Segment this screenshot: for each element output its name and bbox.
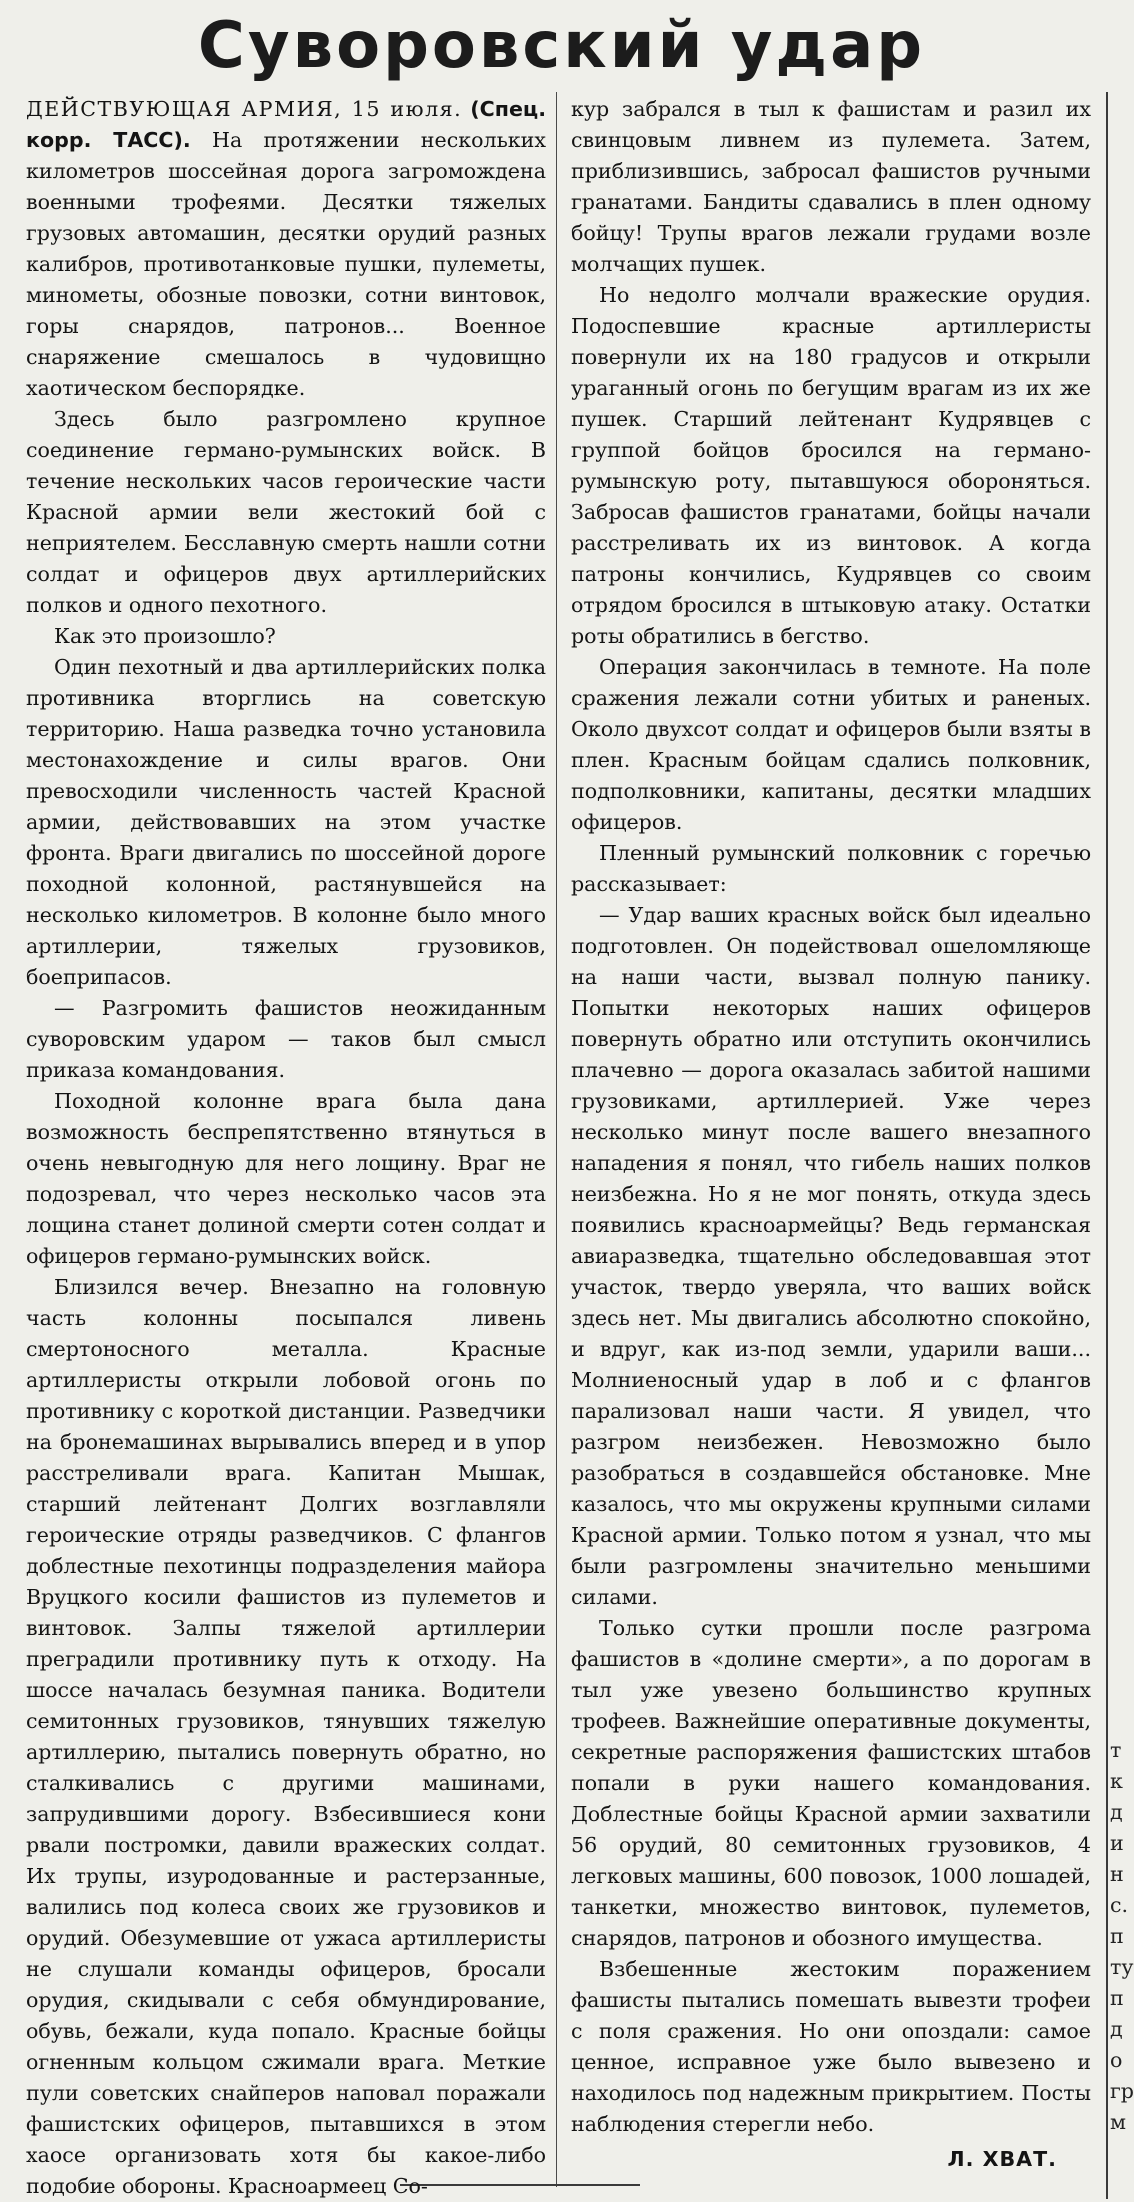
edge-fragment bbox=[1110, 1177, 1123, 1208]
edge-fragment bbox=[1110, 185, 1123, 216]
edge-fragment: н bbox=[1110, 1862, 1124, 1886]
edge-fragment bbox=[1110, 681, 1123, 712]
edge-fragment: д bbox=[1110, 1800, 1123, 1824]
paragraph: Как это произошло? bbox=[54, 624, 276, 648]
paragraph-text: Близился вечер. Внезапно на головную часть колонны посыпался ливень смертоносного металла. Красные артиллеристы открыли лобовой огонь по противнику с короткой дистанции. Разведчики на бронемашинах вырывались вперед и в упор расстреливали врага. Капитан Мышак, старший лейтенант Долгих возглавляли героические отряды разведчиков. С флангов доблестные пехотинцы подразделения майора Вруцкого косили фашистов из пулеметов и винтовок. Залпы тяжелой артиллерии преградили противнику путь к отходу. На шоссе началась безумная паника. Водители семитонных грузовиков, тянувших тяжелую артиллерию, пытались повернуть обратно, но сталкивались с другими машинами, запрудившими дорогу. Взбесившиеся кони рвали постромки, давили вражеских солдат. Их трупы, изуродованные и растерзанные, валились под колеса своих же грузовиков и орудий. Обезумевшие от ужаса артиллеристы не слушали команды офицеров, бросали орудия, скидывали с себя обмундирование, обувь, бежали, куда попало. Красные бойцы огненным кольцом сжимали врага. Меткие пули советских снайперов наповал поражали фашистских офицеров, пытавшихся в этом хаосе организовать хотя бы какое-либо подобие обороны. Красноармеец bbox=[26, 1275, 546, 2198]
edge-fragment bbox=[1110, 1363, 1123, 1394]
edge-fragment bbox=[1110, 123, 1123, 154]
edge-fragment bbox=[1110, 216, 1123, 247]
edge-fragment bbox=[1110, 1146, 1123, 1177]
hyphenated-split: Со- bbox=[392, 2174, 428, 2198]
edge-fragment: о bbox=[1110, 2048, 1123, 2072]
edge-fragment: д bbox=[1110, 2017, 1123, 2041]
edge-fragment bbox=[1110, 619, 1123, 650]
edge-fragment bbox=[1110, 1332, 1123, 1363]
paragraph-text: Взбешенные жестоким поражением фашисты пытались помешать вывезти трофеи с поля сражения. Но они опоздали: самое ценное, исправное уже было вывезено и находилось под надежным прикрытием. Посты наблюдения стерегли небо. bbox=[571, 1957, 1091, 2136]
paragraph: — Разгромить фашистов неожиданным суворовским ударом — таков был смысл приказа командования. bbox=[26, 996, 546, 1082]
paragraph: Операция закончилась в темноте. На поле сражения лежали сотни убитых и раненых. Около двухсот солдат и офицеров были взяты в плен. Красным бойцам сдались полковник, подполковники, капитаны, десятки младших офицеров. bbox=[571, 655, 1091, 834]
paragraph bbox=[571, 1954, 1091, 2175]
edge-fragment bbox=[1110, 1425, 1123, 1456]
correspondent: (Спец. корр. ТАСС). bbox=[26, 97, 547, 152]
edge-fragment bbox=[1110, 1115, 1123, 1146]
paragraph: — Удар ваших красных войск был идеально подготовлен. Он подействовал ошеломляюще на наши части, вызвал полную панику. Попытки некоторых наших офицеров повернуть обратно или отступить окончились плачевно — дорога оказалась забитой нашими грузовиками, артиллерией. Уже через несколько минут после вашего внезапного нападения я понял, что гибель наших полков неизбежна. Но я не мог понять, откуда здесь появились красноармейцы? Ведь германская авиаразведка, тщательно обследовавшая этот участок, твердо уверяла, что ваших войск здесь нет. Мы двигались абсолютно спокойно, и вдруг, как из-под земли, ударили ваши... Молниеносный удар в лоб и с флангов парализовал наши части. Я увидел, что разгром неизбежен. Невозможно было разобраться в создавшейся обстановке. Мне казалось, что мы окружены крупными силами Красной армии. Только потом я узнал, что мы были разгромлены значительно меньшими силами. bbox=[571, 903, 1091, 1609]
paragraph: Пленный румынский полковник с горечью рассказывает: bbox=[571, 841, 1091, 896]
edge-fragment bbox=[1110, 1518, 1123, 1549]
paragraph: кур забрался в тыл к фашистам и разил их свинцовым ливнем из пулемета. Затем, приблизившись, забросал фашистов ручными гранатами. Бандиты сдавались в плен одному бойцу! Трупы врагов лежали грудами возле молчащих пушек. bbox=[571, 97, 1091, 276]
edge-fragment bbox=[1110, 1487, 1123, 1518]
column-rule bbox=[556, 92, 557, 2187]
edge-fragment bbox=[1110, 464, 1123, 495]
edge-fragment bbox=[1110, 1549, 1123, 1580]
column-rule-right bbox=[1106, 92, 1108, 2199]
edge-fragment bbox=[1110, 309, 1123, 340]
edge-fragment: с. bbox=[1110, 1893, 1129, 1917]
edge-fragment bbox=[1110, 588, 1123, 619]
edge-fragment: п bbox=[1110, 1924, 1124, 1948]
edge-fragment bbox=[1110, 867, 1123, 898]
edge-fragment bbox=[1110, 495, 1123, 526]
paragraph bbox=[26, 1272, 546, 2202]
paragraph: На протяжении нескольких километров шоссейная дорога загромождена военными трофеями. Десятки тяжелых грузовых автомашин, десятки орудий разных калибров, противотанковые пушки, пулеметы, минометы, обозные повозки, сотни винтовок, горы снарядов, патронов... Военное снаряжение смешалось в чудовищно хаотическом беспорядке. bbox=[26, 128, 546, 400]
edge-fragment bbox=[1110, 1704, 1123, 1735]
dateline: ДЕЙСТВУЮЩАЯ АРМИЯ, 15 июля. bbox=[26, 97, 463, 121]
edge-fragment bbox=[1110, 805, 1123, 836]
edge-fragment bbox=[1110, 247, 1123, 278]
edge-fragment bbox=[1110, 1239, 1123, 1270]
edge-fragment bbox=[1110, 1022, 1123, 1053]
edge-fragment bbox=[1110, 1394, 1123, 1425]
edge-fragment: п bbox=[1110, 1986, 1124, 2010]
adjacent-column-fragments bbox=[1110, 92, 1134, 2199]
paragraph: Походной колонне врага была дана возможность беспрепятственно втянуться в очень невыгодную для него лощину. Враг не подозревал, что через несколько часов эта лощина станет долиной смерти сотен солдат и офицеров германо-румынских войск. bbox=[26, 1089, 546, 1268]
paragraph: Только сутки прошли после разгрома фашистов в «долине смерти», а по дорогам в тыл уже увезено большинство крупных трофеев. Важнейшие оперативные документы, секретные распоряжения фашистских штабов попали в руки нашего командования. Доблестные бойцы Красной армии захватили 56 орудий, 80 семитонных грузовиков, 4 легковых машины, 600 повозок, 1000 лошадей, танкетки, множество винтовок, пулеметов, снарядов, патронов и обозного имущества. bbox=[571, 1616, 1091, 1950]
article-column-1 bbox=[26, 94, 546, 2202]
edge-fragment bbox=[1110, 526, 1123, 557]
edge-fragment bbox=[1110, 929, 1123, 960]
paragraph: Но недолго молчали вражеские орудия. Подоспевшие красные артиллеристы повернули их на 180 градусов и открыли ураганный огонь по бегущим врагам из их же пушек. Старший лейтенант Кудрявцев с группой бойцов бросился на германо-румынскую роту, пытавшуюся обороняться. Забросав фашистов гранатами, бойцы начали расстреливать их из винтовок. А когда патроны кончились, Кудрявцев со своим отрядом бросился в штыковую атаку. Остатки роты обратились в бегство. bbox=[571, 283, 1091, 648]
signature: Л. ХВАТ. bbox=[947, 2147, 1057, 2171]
article-title: Суворовский удар bbox=[197, 9, 926, 83]
edge-fragment bbox=[1110, 650, 1123, 681]
edge-fragment: к bbox=[1110, 1769, 1123, 1793]
edge-fragment bbox=[1110, 340, 1123, 371]
lead-paragraph bbox=[26, 94, 546, 404]
edge-fragment bbox=[1110, 1611, 1123, 1642]
paragraph: Здесь было разгромлено крупное соединение германо-румынских войск. В течение нескольких часов героические части Красной армии вели жестокий бой с неприятелем. Бесславную смерть нашли сотни солдат и офицеров двух артиллерийских полков и одного пехотного. bbox=[26, 407, 546, 617]
edge-fragment bbox=[1110, 836, 1123, 867]
edge-fragment bbox=[1110, 1084, 1123, 1115]
paragraph: Один пехотный и два артиллерийских полка противника вторглись на советскую территорию. Наша разведка точно установила местонахождение и силы врагов. Они превосходили численность частей Красной армии, действовавших на этом участке фронта. Враги двигались по шоссейной дороге походной колонной, растянувшейся на несколько километров. В колонне было много артиллерии, тяжелых грузовиков, боеприпасов. bbox=[26, 655, 546, 989]
edge-fragment bbox=[1110, 557, 1123, 588]
edge-fragment bbox=[1110, 898, 1123, 929]
edge-fragment bbox=[1110, 774, 1123, 805]
edge-fragment: т bbox=[1110, 1738, 1122, 1762]
edge-fragment bbox=[1110, 1053, 1123, 1084]
edge-fragment bbox=[1110, 402, 1123, 433]
edge-fragment bbox=[1110, 991, 1123, 1022]
edge-fragment bbox=[1110, 1301, 1123, 1332]
edge-fragment bbox=[1110, 278, 1123, 309]
edge-fragment: гр bbox=[1110, 2079, 1134, 2103]
edge-fragment bbox=[1110, 1673, 1123, 1704]
edge-fragment bbox=[1110, 1208, 1123, 1239]
edge-fragment: и bbox=[1110, 1831, 1124, 1855]
edge-fragment bbox=[1110, 1456, 1123, 1487]
edge-fragment: м bbox=[1110, 2110, 1127, 2134]
article-column-2 bbox=[571, 94, 1091, 2175]
edge-fragment bbox=[1110, 743, 1123, 774]
edge-fragment: ту bbox=[1110, 1955, 1134, 1979]
edge-fragment bbox=[1110, 1642, 1123, 1673]
edge-fragment bbox=[1110, 433, 1123, 464]
edge-fragment bbox=[1110, 712, 1123, 743]
edge-fragment bbox=[1110, 1270, 1123, 1301]
edge-fragment bbox=[1110, 960, 1123, 991]
edge-fragment bbox=[1110, 1580, 1123, 1611]
edge-fragment bbox=[1110, 371, 1123, 402]
edge-fragment bbox=[1110, 154, 1123, 185]
edge-fragment bbox=[1110, 92, 1123, 123]
